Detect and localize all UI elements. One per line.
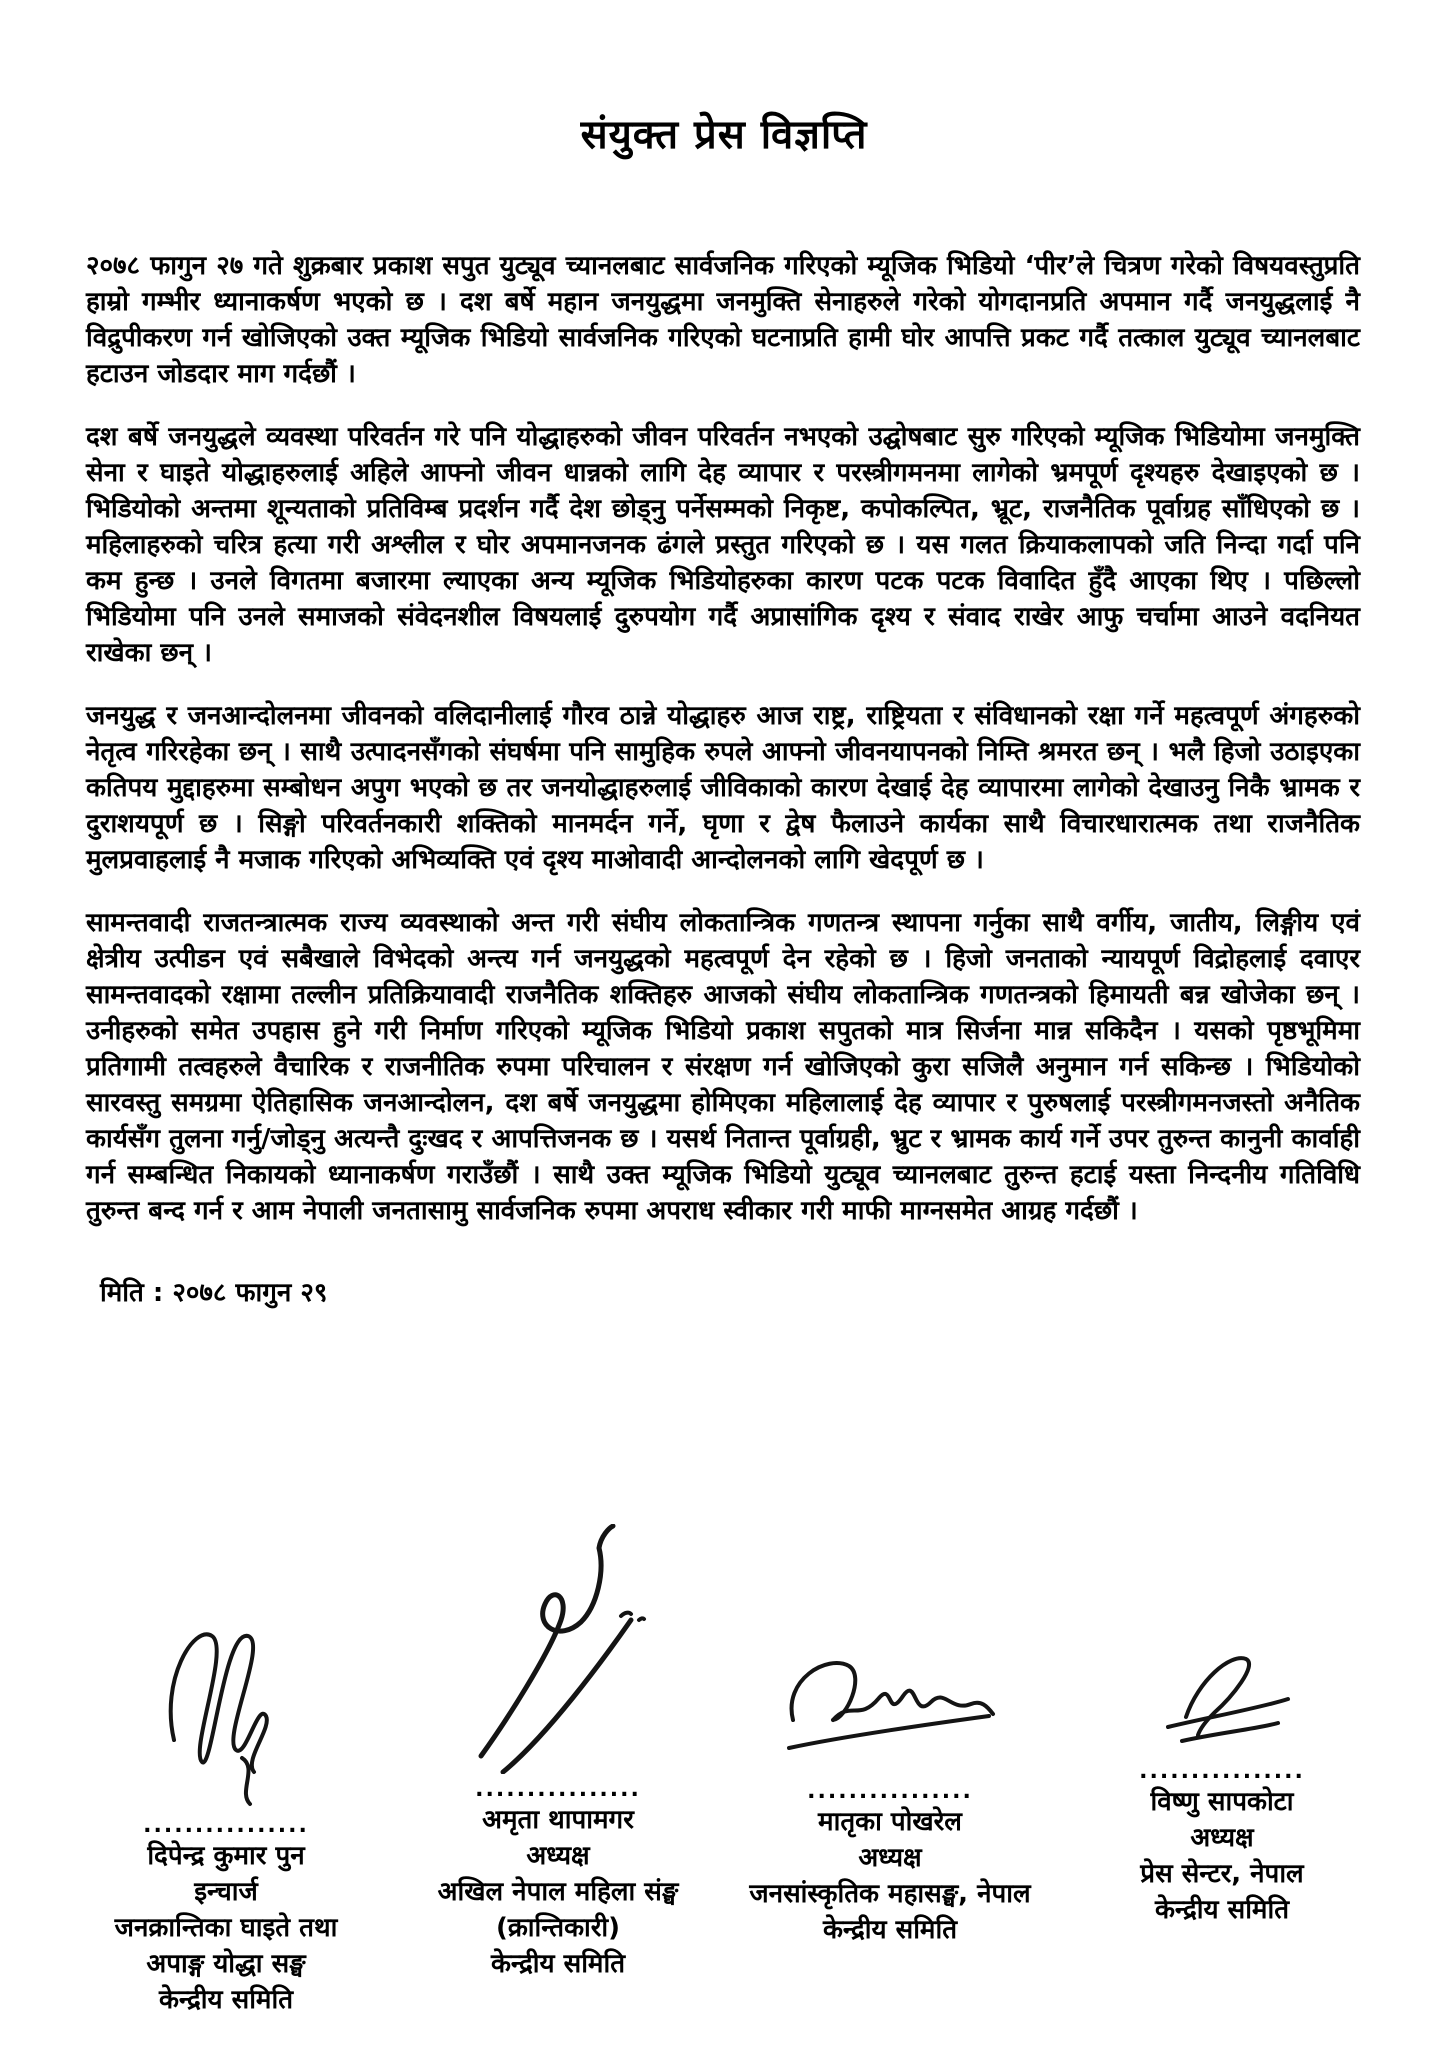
signature-scribble-4: [1142, 1641, 1302, 1756]
dotted-signature-line: ................: [143, 1813, 309, 1838]
signatory-org-line: अपाङ्ग योद्धा सङ्घ: [146, 1949, 306, 1979]
signature-block-4: [1056, 1495, 1388, 2030]
dotted-signature-line: ................: [1139, 1759, 1305, 1784]
signatory-name: विष्णु सापकोटा: [1150, 1787, 1294, 1817]
paragraph-4: सामन्तवादी राजतन्त्रात्मक राज्य व्यवस्थाको अन्त गरी संघीय लोकतान्त्रिक गणतन्त्र स्थापना गर्नुका साथै वर्गीय, जातीय, लिङ्गीय एवं क्षेत्रीय उत्पीडन एवं सबैखाले विभेदको अन्त्य गर्न जनयुद्धको महत्वपूर्ण देन रहेको छ । हिजो जनताको न्यायपूर्ण विद्रोहलाई दवाएर सामन्तवादको रक्षामा तल्लीन प्रतिक्रियावादी राजनैतिक शक्तिहरु आजको संघीय लोकतान्त्रिक गणतन्त्रको हिमायती बन्न खोजेका छन् । उनीहरुको समेत उपहास हुने गरी निर्माण गरिएको म्यूजिक भिडियो प्रकाश सपुतको मात्र सिर्जना मान्न सकिदैन । यसको पृष्ठभूमिमा प्रतिगामी तत्वहरुले वैचारिक र राजनीतिक रुपमा परिचालन र संरक्षण गर्न खोजिएको कुरा सजिलै अनुमान गर्न सकिन्छ । भिडियोको सारवस्तु समग्रमा ऐतिहासिक जनआन्दोलन, दश बर्षे जनयुद्धमा होमिएका महिलालाई देह व्यापार र पुरुषलाई परस्त्रीगमनजस्तो अनैतिक कार्यसँग तुलना गर्नु/जोड्नु अत्यन्तै दुःखद र आपत्तिजनक छ । यसर्थ नितान्त पूर्वाग्रही, भ्रुट र भ्रामक कार्य गर्ने उपर तुरुन्त कानुनी कार्वाही गर्न सम्बन्धित निकायको ध्यानाकर्षण गराउँछौं । साथै उक्त म्यूजिक भिडियो युट्यूव च्यानलबाट तुरुन्त हटाई यस्ता निन्दनीय गतिविधि तुरुन्त बन्द गर्न र आम नेपाली जनतासामु सार्वजनिक रुपमा अपराध स्वीकार गरी माफी माग्नसमेत आग्रह गर्दछौं ।: [86, 908, 1360, 1226]
signatory-org-line: (क्रान्तिकारी): [495, 1913, 621, 1943]
signatory-role: अध्यक्ष: [1190, 1823, 1254, 1853]
signatory-org-line: केन्द्रीय समिति: [822, 1915, 958, 1945]
signature-block-3: [724, 1495, 1056, 2030]
signatory-org-line: केन्द्रीय समिति: [158, 1985, 294, 2015]
signatory-org-line: जनक्रान्तिका घाइते तथा: [114, 1913, 338, 1943]
signatory-org-line: केन्द्रीय समिति: [490, 1949, 626, 1979]
signatory-name: मातृका पोखरेल: [818, 1807, 962, 1837]
document-body: [0, 160, 1448, 1311]
signatory-org-line: प्रेस सेन्टर, नेपाल: [1140, 1859, 1304, 1889]
signature-scribble-3: [775, 1636, 1005, 1776]
signature-scribble-2: [463, 1524, 653, 1774]
signatory-role: अध्यक्ष: [526, 1841, 590, 1871]
paragraph-1: २०७८ फागुन २७ गते शुक्रबार प्रकाश सपुत युट्यूव च्यानलबाट सार्वजनिक गरिएको म्यूजिक भिडियो ‘पीर’ले चित्रण गरेको विषयवस्तुप्रति हाम्रो गम्भीर ध्यानाकर्षण भएको छ । दश बर्षे महान जनयुद्धमा जनमुक्ति सेनाहरुले गरेको योगदानप्रति अपमान गर्दै जनयुद्धलाई नै विद्रुपीकरण गर्न खोजिएको उक्त म्यूजिक भिडियो सार्वजनिक गरिएको घटनाप्रति हामी घोर आपत्ति प्रकट गर्दै तत्काल युट्यूव च्यानलबाट हटाउन जोडदार माग गर्दछौं ।: [86, 251, 1360, 389]
signatory-name: अमृता थापामगर: [482, 1805, 634, 1835]
paragraph-3: जनयुद्ध र जनआन्दोलनमा जीवनको वलिदानीलाई गौरव ठान्ने योद्धाहरु आज राष्ट्र, राष्ट्रियता र संविधानको रक्षा गर्ने महत्वपूर्ण अंगहरुको नेतृत्व गरिरहेका छन् । साथै उत्पादनसँगको संघर्षमा पनि सामुहिक रुपले आफ्नो जीवनयापनको निम्ति श्रमरत छन् । भलै हिजो उठाइएका कतिपय मुद्दाहरुमा सम्बोधन अपुग भएको छ तर जनयोद्धाहरुलाई जीविकाको कारण देखाई देह व्यापारमा लागेको देखाउनु निकै भ्रामक र दुराशयपूर्ण छ । सिङ्गो परिवर्तनकारी शक्तिको मानमर्दन गर्ने, घृणा र द्वेष फैलाउने कार्यका साथै विचारधारात्मक तथा राजनैतिक मुलप्रवाहलाई नै मजाक गरिएको अभिव्यक्ति एवं दृश्य माओवादी आन्दोलनको लागि खेदपूर्ण छ ।: [86, 701, 1360, 875]
signatory-org-line: जनसांस्कृतिक महासङ्घ, नेपाल: [749, 1879, 1031, 1909]
dotted-signature-line: ................: [475, 1777, 641, 1802]
signature-row: [0, 1495, 1448, 2030]
dotted-signature-line: ................: [807, 1779, 973, 1804]
signatory-org-line: केन्द्रीय समिति: [1154, 1895, 1290, 1925]
date-line: मिति : २०७८ फागुन २९: [100, 1278, 328, 1308]
document-title: संयुक्त प्रेस विज्ञप्ति: [580, 112, 868, 158]
signatory-role: इन्चार्ज: [194, 1877, 258, 1907]
paragraph-2: दश बर्षे जनयुद्धले व्यवस्था परिवर्तन गरे पनि योद्धाहरुको जीवन परिवर्तन नभएको उद्घोषबाट सुरु गरिएको म्यूजिक भिडियोमा जनमुक्ति सेना र घाइते योद्धाहरुलाई अहिले आफ्नो जीवन धान्नको लागि देह व्यापार र परस्त्रीगमनमा लागेको भ्रमपूर्ण दृश्यहरु देखाइएको छ । भिडियोको अन्तमा शून्यताको प्रतिविम्ब प्रदर्शन गर्दै देश छोड्नु पर्नेसम्मको निकृष्ट, कपोकल्पित, भ्रूट, राजनैतिक पूर्वाग्रह साँधिएको छ । महिलाहरुको चरित्र हत्या गरी अश्लील र घोर अपमानजनक ढंगले प्रस्तुत गरिएको छ । यस गलत क्रियाकलापको जति निन्दा गर्दा पनि कम हुन्छ । उनले विगतमा बजारमा ल्याएका अन्य म्यूजिक भिडियोहरुका कारण पटक पटक विवादित हुँदै आएका थिए । पछिल्लो भिडियोमा पनि उनले समाजको संवेदनशील विषयलाई दुरुपयोग गर्दै अप्रासांगिक दृश्य र संवाद राखेर आफु चर्चामा आउने वदनियत राखेका छन् ।: [86, 422, 1360, 668]
signatory-org-line: अखिल नेपाल महिला संङ्घ: [437, 1877, 679, 1907]
signature-block-2: [392, 1495, 724, 2030]
signatory-role: अध्यक्ष: [858, 1843, 922, 1873]
signatory-name: दिपेन्द्र कुमार पुन: [147, 1841, 305, 1871]
signature-scribble-1: [146, 1610, 306, 1810]
signature-block-1: [60, 1495, 392, 2030]
